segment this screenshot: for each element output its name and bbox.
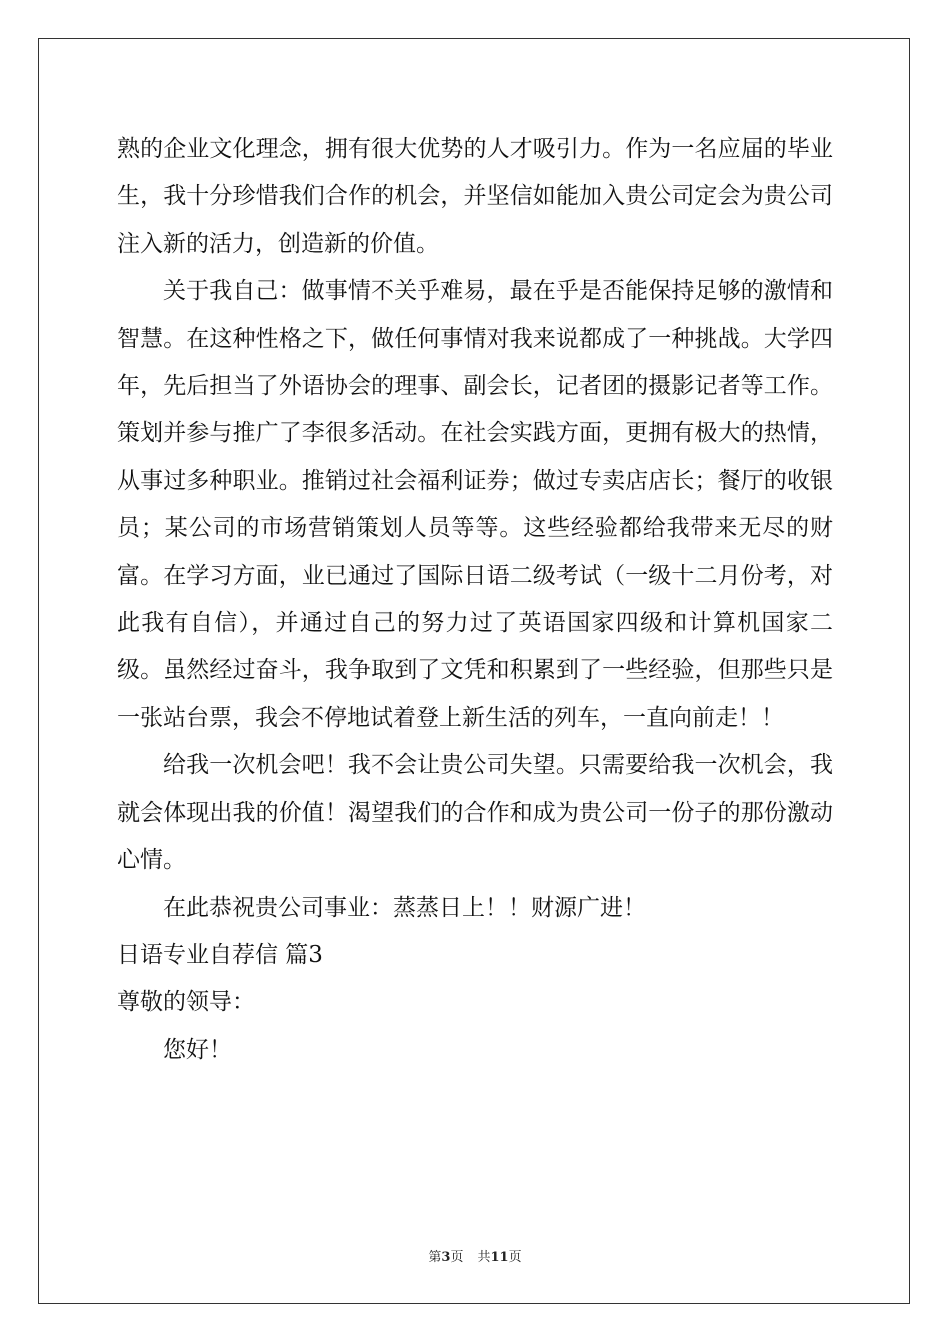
paragraph-2: 关于我自己：做事情不关乎难易，最在乎是否能保持足够的激情和智慧。在这种性格之下，做任何事情对我来说都成了一种挑战。大学四年，先后担当了外语协会的理事、副会长，记者团的摄影记者等工作。策划并参与推广了李很多活动。在社会实践方面，更拥有极大的热情，从事过多种职业。推销过社会福利证券；做过专卖店店长；餐厅的收银员；某公司的市场营销策划人员等等。这些经验都给我带来无尽的财富。在学习方面，业已通过了国际日语二级考试（一级十二月份考，对此我有自信），并通过自己的努力过了英语国家四级和计算机国家二级。虽然经过奋斗，我争取到了文凭和积累到了一些经验，但那些只是一张站台票，我会不停地试着登上新生活的列车，一直向前走！！ (117, 278, 833, 731)
page-number: 3 (441, 1250, 451, 1265)
salutation: 尊敬的领导： (117, 989, 255, 1016)
paragraph-4: 在此恭祝贵公司事业：蒸蒸日上！！财源广进！ (163, 894, 646, 921)
letter-body (117, 126, 833, 1074)
page-label-prefix: 第 (428, 1250, 442, 1265)
total-label-prefix: 共 (477, 1250, 491, 1265)
page-footer (0, 1246, 950, 1265)
paragraph-3: 给我一次机会吧！我不会让贵公司失望。只需要给我一次机会，我就会体现出我的价值！渴望我们的合作和成为贵公司一份子的那份激动心情。 (117, 752, 833, 874)
total-label-suffix: 页 (508, 1250, 522, 1265)
paragraph-1: 熟的企业文化理念，拥有很大优势的人才吸引力。作为一名应届的毕业生，我十分珍惜我们合作的机会，并坚信如能加入贵公司定会为贵公司注入新的活力，创造新的价值。 (117, 136, 833, 257)
total-pages: 11 (490, 1250, 509, 1265)
page-label-suffix: 页 (450, 1250, 464, 1265)
section-heading: 日语专业自荐信 篇3 (117, 941, 323, 968)
greeting: 您好！ (163, 1036, 232, 1063)
